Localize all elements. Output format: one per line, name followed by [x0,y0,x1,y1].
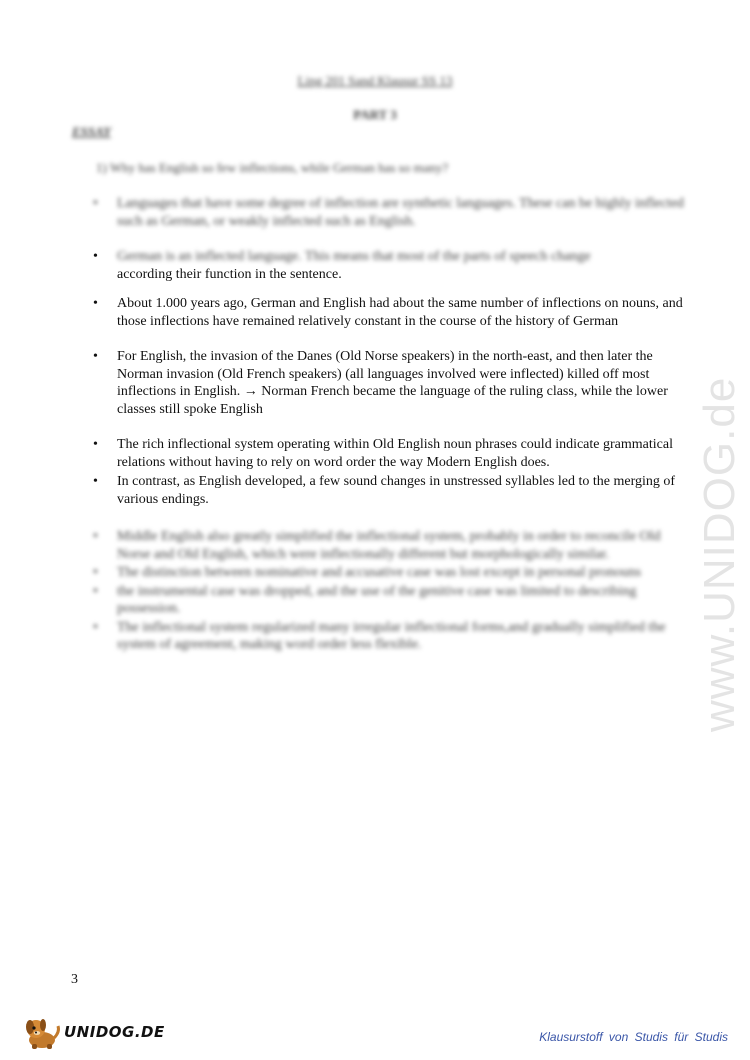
bullet-item [93,528,693,563]
answer-bullet-list [93,195,693,654]
bullet-item [93,619,693,654]
watermark-text: www.UNIDOG.de [695,376,744,732]
bullet-text: For English, the invasion of the Danes (Old Norse speakers) in the north-east, and then later the Norman invasion (Old French speakers) (all languages involved were inflected) killed off most inflections in English. → Norman French became the language of the ruling class, while the lower classes still spoke English [117,349,668,417]
bullet-item [93,295,693,330]
bullet-text: About 1.000 years ago, German and English had about the same number of inflections on nouns, and those inflections have remained relatively constant in the course of the history of German [117,296,683,329]
bullet-text-visible: according their function in the sentence. [117,266,342,282]
essay-label: ESSAY [72,124,112,139]
bullet-item [93,583,693,618]
page-number: 3 [71,972,78,987]
bullet-text: The inflectional system regularized many irregular inflectional forms,and gradually simplified the system of agreement, making word order less flexible. [117,619,666,652]
bullet-text: In contrast, as English developed, a few sound changes in unstressed syllables led to the merging of various endings. [117,474,676,507]
bullet-text: The rich inflectional system operating within Old English noun phrases could indicate grammatical relations without having to rely on word order the way Modern English does. [117,437,673,470]
essay-question: 1) Why has English so few inflections, while German has so many? [96,160,449,175]
footer-logo [22,1014,165,1050]
bullet-item [93,436,693,471]
document-title: Ling 201 Sand Klausur SS 13 [297,73,453,88]
bullet-text: Middle English also greatly simplified the inflectional system, probably in order to reconcile Old Norse and Old English, which were inflectionally different but morphologically similar. [117,529,661,562]
bullet-item [93,348,693,418]
bullet-item [93,248,693,283]
bullet-text: The distinction between nominative and accusative case was lost except in personal pronouns [117,565,642,580]
part-heading: PART 3 [353,107,397,122]
bullet-item [93,195,693,230]
bullet-text: Languages that have some degree of inflection are synthetic languages. These can be highly inflected such as German, or weakly inflected such as English. [117,196,684,229]
bullet-item [93,473,693,508]
bullet-text-blurred: German is an inflected language. This means that most of the parts of speech change [117,249,591,264]
bullet-text: the instrumental case was dropped, and the use of the genitive case was limited to describing possession. [117,583,637,616]
bullet-item [93,564,693,582]
logo-text: UNIDOG.DE [64,1023,165,1041]
footer-slogan: Klausurstoff von Studis für Studis [539,1030,728,1044]
dog-mascot-icon [22,1014,62,1050]
